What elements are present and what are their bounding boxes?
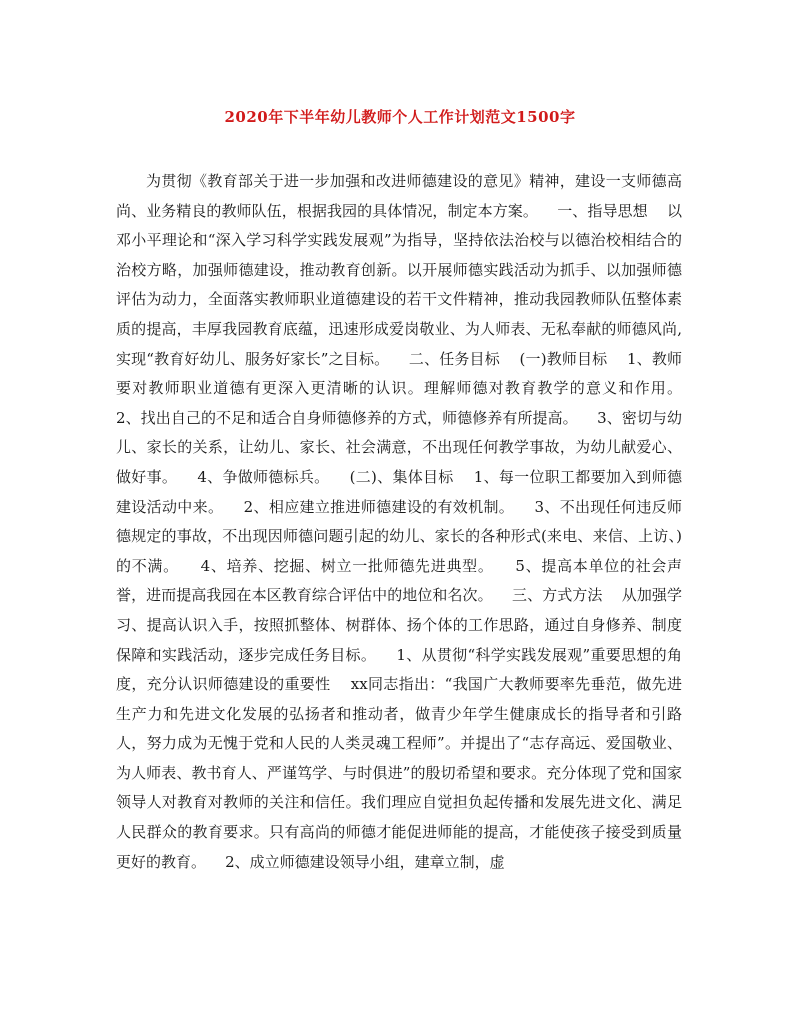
document-title: 2020年下半年幼儿教师个人工作计划范文1500字 [224, 108, 576, 126]
document-body: 为贯彻《教育部关于进一步加强和改进师德建设的意见》精神，建设一支师德高尚、业务精良的教师队伍，根据我园的具体情况，制定本方案。 一、指导思想 以邓小平理论和“深入学习科学实践发展观”为指导，坚持依法治校与以德治校相结合的治校方略，加强师德建设，推动教育创新。以开展师德实践活动为抓手、以加强师德评估为动力，全面落实教师职业道德建设的若干文件精神，推动我园教师队伍整体素质的提高，丰厚我园教育底蕴，迅速形成爱岗敬业、为人师表、无私奉献的师德风尚,实现“教育好幼儿、服务好家长”之目标。 二、任务目标 (一)教师目标 1、教师要对教师职业道德有更深入更清晰的认识。理解师德对教育教学的意义和作用。 2、找出自己的不足和适合自身师德修养的方式，师德修养有所提高。 3、密切与幼儿、家长的关系，让幼儿、家长、社会满意，不出现任何教学事故，为幼儿献爱心、做好事。 4、争做师德标兵。 (二)、集体目标 1、每一位职工都要加入到师德建设活动中来。 2、相应建立推进师德建设的有效机制。 3、不出现任何违反师德规定的事故，不出现因师德问题引起的幼儿、家长的各种形式(来电、来信、上访、)的不满。 4、培养、挖掘、树立一批师德先进典型。 5、提高本单位的社会声誉，进而提高我园在本区教育综合评估中的地位和名次。 三、方式方法 从加强学习、提高认识入手，按照抓整体、树群体、扬个体的工作思路，通过自身修养、制度保障和实践活动，逐步完成任务目标。 1、从贯彻“科学实践发展观”重要思想的角度，充分认识师德建设的重要性 xx同志指出：“我国广大教师要率先垂范，做先进生产力和先进文化发展的弘扬者和推动者，做青少年学生健康成长的指导者和引路人，努力成为无愧于党和人民的人类灵魂工程师”。并提出了“志存高远、爱国敬业、为人师表、教书育人、严谨笃学、与时俱进”的殷切希望和要求。充分体现了党和国家领导人对教育对教师的关注和信任。我们理应自觉担负起传播和发展先进文化、满足人民群众的教育要求。只有高尚的师德才能促进师能的提高，才能使孩子接受到质量更好的教育。 2、成立师德建设领导小组，建章立制，虚 [116, 172, 702, 871]
